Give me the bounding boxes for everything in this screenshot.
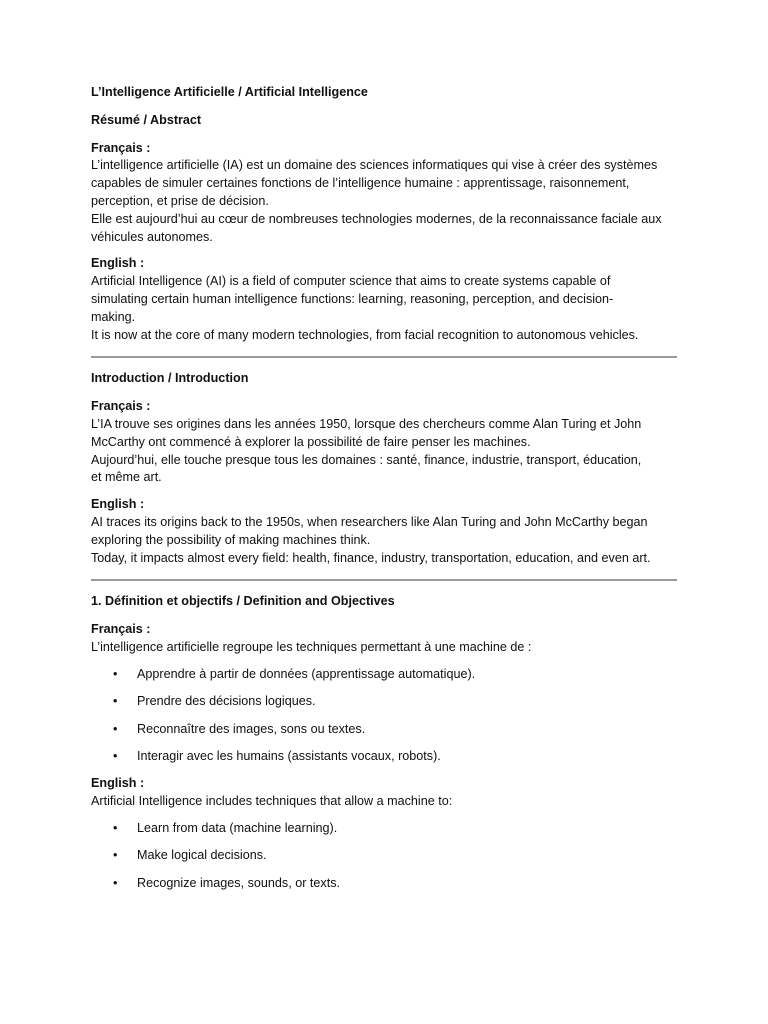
list-item: • Prendre des décisions logiques. — [91, 693, 681, 711]
introduction-heading: Introduction / Introduction — [91, 371, 249, 386]
document-body — [91, 84, 681, 902]
text-line: et même art. — [91, 470, 162, 485]
list-item: • Apprendre à partir de données (apprentissage automatique). — [91, 666, 681, 684]
document-title: L’Intelligence Artificielle / Artificial Intelligence — [91, 85, 368, 99]
french-label: Français : — [91, 399, 151, 414]
english-intro: Artificial Intelligence includes techniques that allow a machine to: — [91, 794, 453, 809]
french-bullet-list — [91, 666, 681, 766]
text-line: L’IA trouve ses origines dans les années 1950, lorsque des chercheurs comme Alan Turing et John — [91, 416, 642, 431]
definition-section — [91, 593, 681, 892]
introduction-english — [91, 496, 681, 567]
list-item: • Learn from data (machine learning). — [91, 820, 681, 838]
abstract-heading: Résumé / Abstract — [91, 112, 202, 127]
text-line: perception, et prise de décision. — [91, 193, 269, 208]
text-line: Artificial Intelligence (AI) is a field of computer science that aims to create systems capable of — [91, 274, 611, 289]
list-item: • Reconnaître des images, sons ou textes. — [91, 721, 681, 739]
abstract-french — [91, 140, 681, 247]
text-line: McCarthy ont commencé à explorer la possibilité de faire penser les machines. — [91, 434, 531, 449]
english-label: English : — [91, 256, 145, 271]
abstract-section — [91, 112, 681, 345]
horizontal-rule — [91, 579, 677, 581]
list-item: • Make logical decisions. — [91, 847, 681, 865]
text-line: making. — [91, 309, 136, 324]
french-intro: L’intelligence artificielle regroupe les techniques permettant à une machine de : — [91, 639, 532, 654]
introduction-french — [91, 398, 681, 487]
french-label: Français : — [91, 140, 151, 155]
text-line: L’intelligence artificielle (IA) est un domaine des sciences informatiques qui vise à créer des systèmes — [91, 158, 658, 173]
english-label: English : — [91, 497, 145, 512]
text-line: simulating certain human intelligence functions: learning, reasoning, perception, and decision- — [91, 291, 614, 306]
abstract-english — [91, 255, 681, 344]
list-item: • Interagir avec les humains (assistants vocaux, robots). — [91, 748, 681, 766]
text-line: Aujourd’hui, elle touche presque tous les domaines : santé, finance, industrie, transport, éducation, — [91, 452, 642, 467]
text-line: It is now at the core of many modern technologies, from facial recognition to autonomous vehicles. — [91, 327, 639, 342]
text-line: véhicules autonomes. — [91, 229, 213, 244]
text-line: Elle est aujourd’hui au cœur de nombreuses technologies modernes, de la reconnaissance faciale aux — [91, 211, 662, 226]
text-line: AI traces its origins back to the 1950s, when researchers like Alan Turing and John McCarthy began — [91, 514, 648, 529]
english-label: English : — [91, 776, 145, 791]
text-line: capables de simuler certaines fonctions de l’intelligence humaine : apprentissage, raisonnement, — [91, 176, 630, 191]
english-bullet-list — [91, 820, 681, 893]
text-line: exploring the possibility of making machines think. — [91, 532, 371, 547]
list-item: • Recognize images, sounds, or texts. — [91, 875, 681, 893]
text-line: Today, it impacts almost every field: health, finance, industry, transportation, education, and even art. — [91, 550, 651, 565]
definition-heading: 1. Définition et objectifs / Definition and Objectives — [91, 594, 395, 609]
introduction-section — [91, 370, 681, 567]
french-label: Français : — [91, 622, 151, 637]
horizontal-rule — [91, 356, 677, 358]
